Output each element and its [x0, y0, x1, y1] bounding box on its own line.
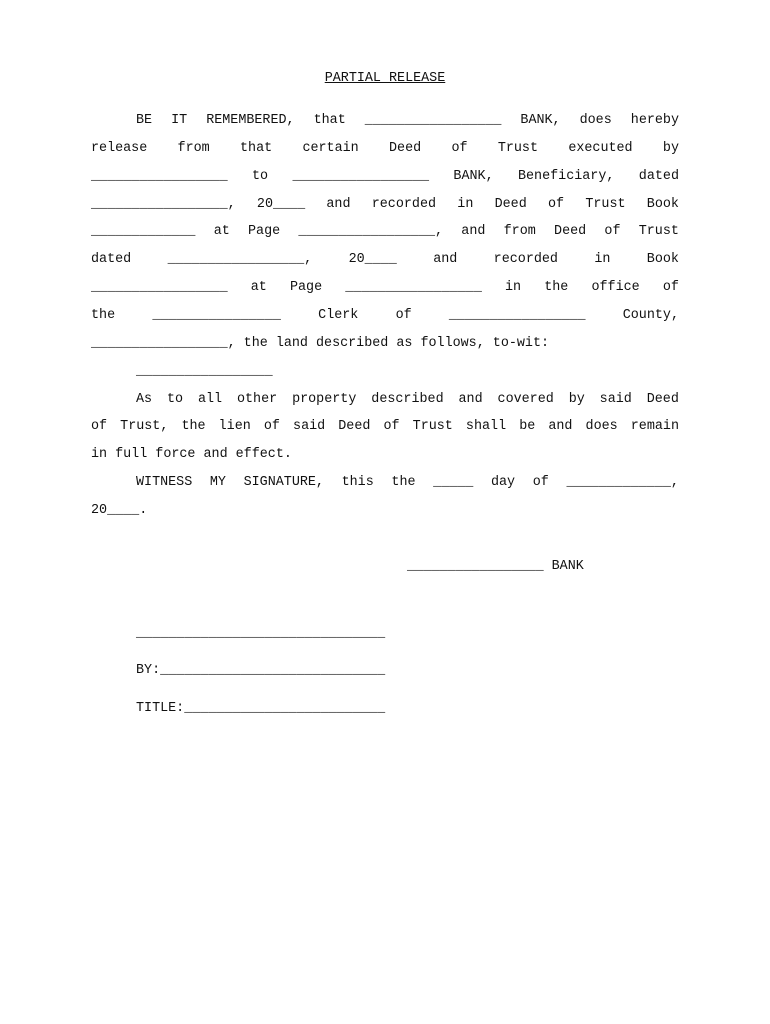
word: _________________ — [91, 169, 228, 184]
word: _________________, — [298, 224, 444, 239]
word: this — [341, 475, 374, 490]
word: _________________ — [448, 308, 586, 323]
word: Clerk — [318, 308, 359, 323]
word: said — [293, 419, 326, 434]
word: in — [505, 280, 522, 295]
word: ________________ — [152, 308, 281, 323]
word: Page — [248, 224, 281, 239]
paragraph1-line10: _________________ — [136, 364, 273, 379]
word: WITNESS — [136, 475, 193, 490]
word: the — [544, 280, 569, 295]
word: _____________, — [566, 475, 679, 490]
word: of — [662, 280, 679, 295]
word: REMEMBERED, — [206, 113, 295, 128]
word: of — [451, 141, 468, 156]
word: the — [91, 308, 116, 323]
word: and — [548, 419, 573, 434]
word: Deed — [389, 141, 422, 156]
word: _________________, — [167, 252, 313, 267]
word: of — [532, 475, 549, 490]
word: _________________, — [91, 197, 236, 212]
word: dated — [91, 252, 132, 267]
word: SIGNATURE, — [243, 475, 324, 490]
word: of — [91, 419, 108, 434]
document-title: PARTIAL RELEASE — [324, 71, 446, 86]
word: day — [490, 475, 516, 490]
word: office — [591, 280, 640, 295]
paragraph1-line8 — [91, 308, 679, 324]
word: shall — [465, 419, 507, 434]
word: of — [383, 419, 400, 434]
bank-signature-line: _________________ BANK — [407, 559, 584, 574]
word: _____________ — [91, 224, 196, 239]
title-line: TITLE:_________________________ — [136, 701, 386, 716]
word: County, — [622, 308, 679, 323]
word: and — [433, 252, 458, 267]
word: said — [599, 392, 632, 407]
word: lien — [218, 419, 251, 434]
word: _________________ — [345, 280, 482, 295]
word: Beneficiary, — [517, 169, 615, 184]
word: and — [326, 197, 351, 212]
witness-line2: 20____. — [91, 503, 148, 518]
paragraph1-line5 — [91, 224, 679, 240]
word: 20____ — [348, 252, 397, 267]
word: Deed — [494, 197, 527, 212]
word: Deed — [554, 224, 587, 239]
paragraph2-line3: in full force and effect. — [91, 447, 292, 462]
word: recorded — [493, 252, 558, 267]
word: executed — [568, 141, 633, 156]
word: does — [579, 113, 612, 128]
word: Trust, — [120, 419, 169, 434]
word: Trust — [585, 197, 626, 212]
paragraph2-line2 — [91, 419, 679, 435]
paragraph1-line2 — [91, 141, 679, 157]
paragraph1-line3 — [91, 169, 679, 185]
word: BANK, — [520, 113, 561, 128]
word: in — [594, 252, 611, 267]
word: at — [250, 280, 267, 295]
word: of — [548, 197, 565, 212]
word: _________________ — [364, 113, 502, 128]
word: to — [166, 392, 184, 407]
word: Trust — [638, 224, 679, 239]
word: Deed — [646, 392, 679, 407]
word: 20____ — [256, 197, 306, 212]
word: of — [263, 419, 280, 434]
word: the — [391, 475, 416, 490]
word: IT — [171, 113, 188, 128]
paragraph1-line6 — [91, 252, 679, 268]
word: from — [503, 224, 536, 239]
word: of — [604, 224, 621, 239]
word: described — [371, 392, 444, 407]
word: and — [461, 224, 486, 239]
word: does — [585, 419, 618, 434]
word: MY — [209, 475, 226, 490]
word: by — [662, 141, 679, 156]
word: release — [91, 141, 148, 156]
word: Page — [289, 280, 323, 295]
word: certain — [302, 141, 359, 156]
word: covered — [497, 392, 554, 407]
word: BANK, — [453, 169, 494, 184]
word: to — [251, 169, 269, 184]
word: Deed — [338, 419, 371, 434]
word: hereby — [630, 113, 679, 128]
word: _________________ — [91, 280, 228, 295]
word: _____ — [433, 475, 474, 490]
word: that — [313, 113, 346, 128]
word: remain — [630, 419, 679, 434]
paragraph1-line7 — [91, 280, 679, 296]
word: dated — [638, 169, 679, 184]
word: property — [292, 392, 357, 407]
word: Trust — [412, 419, 453, 434]
word: all — [197, 392, 223, 407]
paragraph2-line1 — [136, 392, 679, 408]
paragraph1-line9: _________________, the land described as follows, to-wit: — [91, 336, 550, 351]
word: Book — [646, 252, 679, 267]
word: the — [181, 419, 206, 434]
word: of — [395, 308, 412, 323]
word: and — [458, 392, 483, 407]
word: _________________ — [292, 169, 430, 184]
paragraph1-line1 — [136, 113, 679, 129]
word: recorded — [371, 197, 437, 212]
word: at — [213, 224, 230, 239]
word: Book — [646, 197, 679, 212]
word: As — [136, 392, 153, 407]
word: from — [177, 141, 210, 156]
word: be — [519, 419, 536, 434]
word: Trust — [497, 141, 539, 156]
word: BE — [136, 113, 153, 128]
word: by — [568, 392, 585, 407]
paragraph1-line4 — [91, 197, 679, 213]
signature-line: _______________________________ — [136, 626, 386, 641]
word: that — [240, 141, 273, 156]
by-line: BY:____________________________ — [136, 663, 386, 678]
word: other — [236, 392, 278, 407]
word: in — [457, 197, 474, 212]
witness-line1 — [136, 475, 679, 491]
